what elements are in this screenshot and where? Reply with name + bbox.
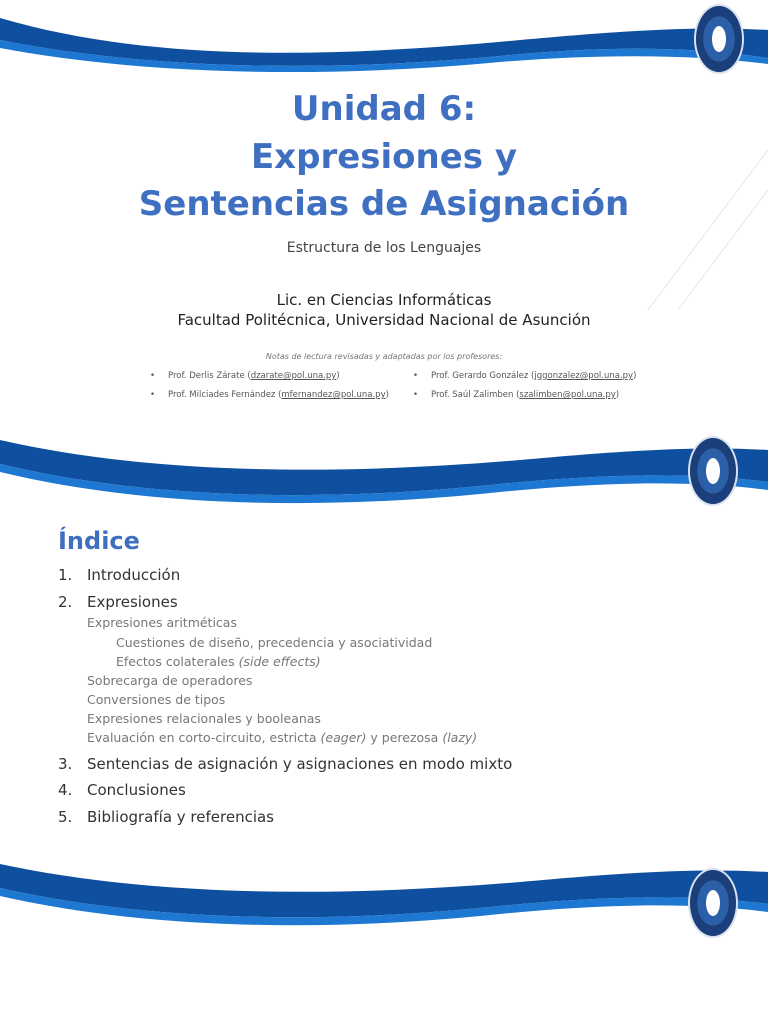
professor-entry — [413, 371, 636, 381]
cover-subtitle: Estructura de los Lenguajes — [286, 240, 482, 256]
next-slide-partial — [0, 850, 768, 1024]
professor-entry — [413, 390, 619, 400]
cover-title-line-1: Unidad 6: — [291, 89, 477, 129]
cover-title-line-2: Expresiones y — [250, 137, 518, 177]
item-label: Bibliografía y referencias — [87, 808, 274, 826]
subitem-design: Cuestiones de diseño, precedencia y asociatividad — [116, 635, 433, 650]
eager-emphasis: (eager) — [320, 730, 367, 745]
index-title: Índice — [58, 527, 140, 555]
institution-faculty: Facultad Politécnica, Universidad Nacional de Asunción — [177, 311, 591, 329]
item-number: 3. — [58, 755, 73, 773]
university-seal-logo — [694, 4, 744, 74]
bullet: • — [150, 390, 156, 400]
subitem-arithmetic: Expresiones aritméticas — [87, 615, 237, 630]
paren-close: ) — [615, 390, 620, 400]
index-item-5 — [58, 808, 274, 826]
subitem-conversions: Conversiones de tipos — [87, 692, 226, 707]
header-wave — [0, 850, 768, 950]
item-label: Expresiones — [87, 593, 178, 611]
index-item-1 — [58, 566, 180, 584]
professor-entry — [150, 371, 340, 381]
cover-title-line-3: Sentencias de Asignación — [138, 184, 630, 224]
professor-email-link[interactable]: dzarate@pol.una.py — [250, 371, 337, 381]
header-wave — [0, 430, 768, 530]
paren-close: ) — [336, 371, 340, 381]
side-effects-text: Efectos colaterales — [116, 654, 239, 669]
index-item-2 — [58, 593, 178, 611]
index-item-4 — [58, 781, 186, 799]
cover-slide — [0, 0, 768, 430]
university-seal-logo — [688, 868, 738, 938]
subitem-evaluation — [87, 730, 477, 745]
seal-center-emblem — [706, 458, 720, 484]
professor-email-link[interactable]: jggonzalez@pol.una.py — [534, 371, 634, 381]
item-label: Introducción — [87, 566, 181, 584]
professor-email-link[interactable]: mfernandez@pol.una.py — [281, 390, 386, 400]
item-number: 1. — [58, 566, 73, 584]
university-seal-logo — [688, 436, 738, 506]
item-number: 4. — [58, 781, 73, 799]
professor-name: Prof. Saúl Zalimben ( — [431, 390, 520, 400]
paren-close: ) — [633, 371, 637, 381]
bullet: • — [413, 371, 419, 381]
institution-program: Lic. en Ciencias Informáticas — [276, 291, 492, 309]
professors-notes-label: Notas de lectura revisadas y adaptadas por los profesores: — [265, 352, 503, 361]
evaluation-text: Evaluación en corto-circuito, estricta — [87, 730, 321, 745]
subitem-relational: Expresiones relacionales y booleanas — [87, 711, 321, 726]
index-slide — [0, 430, 768, 850]
seal-center-emblem — [706, 890, 720, 916]
item-number: 2. — [58, 593, 73, 611]
lazy-emphasis: (lazy) — [442, 730, 478, 745]
item-label: Sentencias de asignación y asignaciones en modo mixto — [87, 755, 513, 773]
index-item-3 — [58, 755, 512, 773]
professor-email-link[interactable]: szalimben@pol.una.py — [519, 390, 616, 400]
professor-name: Prof. Milciades Fernández ( — [168, 390, 282, 400]
item-number: 5. — [58, 808, 73, 826]
bullet: • — [150, 371, 156, 381]
subitem-side-effects — [116, 654, 321, 669]
side-effects-emphasis: (side effects) — [238, 654, 321, 669]
professor-entry — [150, 390, 389, 400]
professor-name: Prof. Gerardo González ( — [431, 371, 535, 381]
professor-name: Prof. Derlis Zárate ( — [168, 371, 251, 381]
bullet: • — [413, 390, 419, 400]
paren-close: ) — [385, 390, 389, 400]
item-label: Conclusiones — [87, 781, 186, 799]
evaluation-mid-text: y perezosa — [366, 730, 443, 745]
seal-center-emblem — [712, 26, 726, 52]
subitem-overload: Sobrecarga de operadores — [87, 673, 253, 688]
header-wave — [0, 0, 768, 100]
